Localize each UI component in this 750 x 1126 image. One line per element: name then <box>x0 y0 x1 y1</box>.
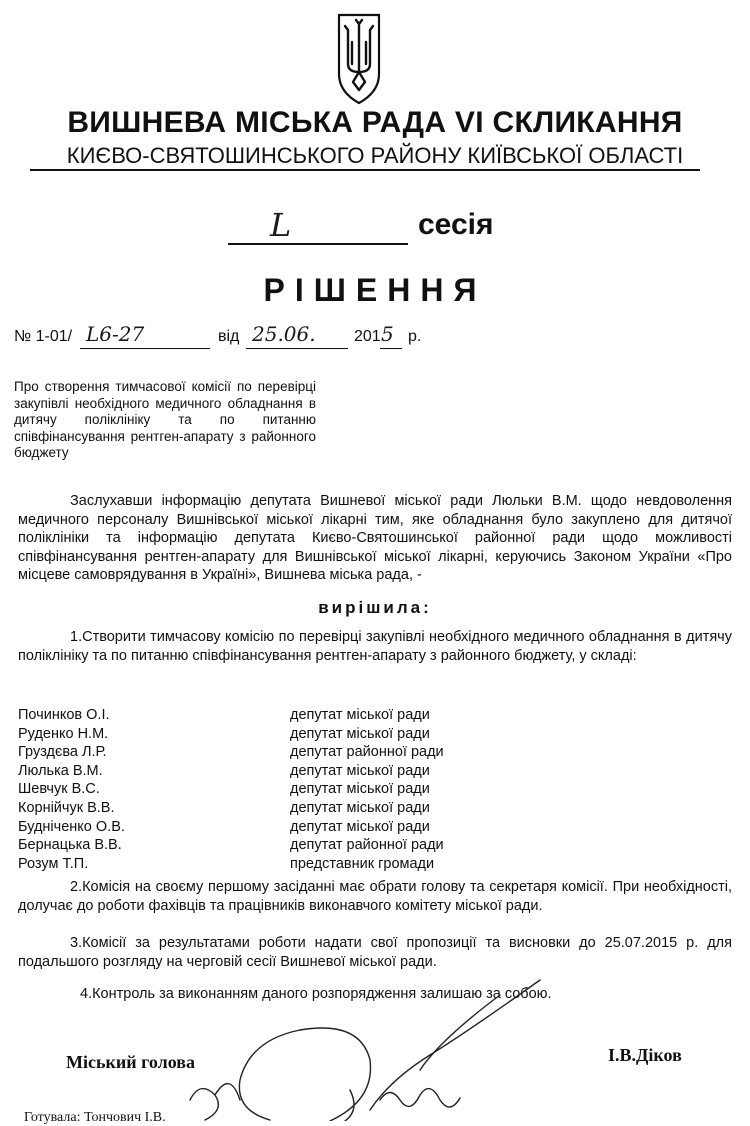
decision-number-handwritten: L6-27 <box>86 322 145 346</box>
decision-number-underline <box>80 348 210 349</box>
item-1-paragraph: 1.Створити тимчасову комісію по перевірці закупівлі необхідного медичного обладнання в дитячу поліклініку та по питанню співфінансування рентген-апарату з районного бюджету, у складі: <box>18 629 732 664</box>
item-4-paragraph: 4.Контроль за виконанням даного розпорядження залишаю за собою. <box>80 986 552 1002</box>
item-3-paragraph: 3.Комісії за результатами роботи надати свої пропозиції та висновки до 25.07.2015 р. для подальшого розгляду на черговій сесії Вишневої міської ради. <box>18 935 732 970</box>
decision-title: РІШЕННЯ <box>263 272 487 308</box>
commission-members-list <box>18 706 718 873</box>
item-2-paragraph: 2.Комісія на своєму першому засіданні має обрати голову та секретаря комісії. При необхідності, долучає до роботи фахівців та працівників виконавчого комітету міської ради. <box>18 879 732 914</box>
member-name: Руденко Н.М. <box>18 725 109 742</box>
member-name: Корнійчук В.В. <box>18 799 115 816</box>
date-from-label: від <box>218 328 240 345</box>
council-subtitle: КИЄВО-СВЯТОШИНСЬКОГО РАЙОНУ КИЇВСЬКОЇ ОБЛАСТІ <box>66 143 684 168</box>
year-digit-underline <box>380 348 402 349</box>
member-name: Шевчук В.С. <box>18 781 100 798</box>
decision-number-prefix: № 1-01/ <box>14 328 73 345</box>
member-name: Груздєва Л.Р. <box>18 744 107 761</box>
year-prefix: 201 <box>354 328 381 345</box>
member-role: депутат районної ради <box>290 744 444 761</box>
mayor-name: І.В.Діков <box>608 1045 682 1065</box>
member-row <box>18 762 718 781</box>
member-role: депутат міської ради <box>290 707 430 723</box>
handwritten-signature-icon <box>0 960 750 1121</box>
member-role: депутат міської ради <box>290 781 430 798</box>
member-row <box>18 780 718 799</box>
member-role: депутат міської ради <box>290 799 430 816</box>
council-title: ВИШНЕВА МІСЬКА РАДА VI СКЛИКАННЯ <box>67 106 683 139</box>
member-role: депутат міської ради <box>290 818 430 835</box>
member-role: представник громади <box>290 855 435 872</box>
member-role: депутат міської ради <box>290 762 430 779</box>
member-row <box>18 725 718 744</box>
member-role: депутат міської ради <box>290 725 430 742</box>
session-number-underline <box>228 243 408 245</box>
member-name: Розум Т.П. <box>18 855 89 872</box>
year-digit-handwritten: 5 <box>381 322 394 346</box>
mayor-title: Міський голова <box>66 1052 195 1072</box>
resolved-heading: вирішила: <box>318 598 432 617</box>
member-name: Люлька В.М. <box>18 762 103 779</box>
member-row <box>18 743 718 762</box>
prepared-by: Готувала: Тончович І.В. <box>24 1110 166 1125</box>
decision-subject: Про створення тимчасової комісії по перевірці закупівлі необхідного медичного обладнання в дитячу поліклініку та по питанню співфінансування рентген-апарату з районного бюджету <box>14 379 316 460</box>
header-divider <box>30 169 700 171</box>
member-name: Будніченко О.В. <box>18 818 125 835</box>
member-role: депутат районної ради <box>290 837 444 854</box>
trident-coat-of-arms-icon <box>336 12 382 106</box>
session-label: сесія <box>418 208 494 241</box>
year-suffix: р. <box>408 328 422 345</box>
member-row <box>18 836 718 855</box>
decision-date-handwritten: 25.06. <box>252 322 316 346</box>
member-row <box>18 799 718 818</box>
session-number-handwritten: L <box>270 206 292 244</box>
member-name: Починков О.І. <box>18 707 110 723</box>
preamble-paragraph: Заслухавши інформацію депутата Вишневої міської ради Люльки В.М. щодо невдоволення медичного персоналу Вишнівської міської лікарні тим, яке обладнання було закуплено для дитячої поліклініки та інформацію депутата Києво-Святошинської районної ради щодо можливості співфінансування рентген-апарату для Вишнівської міської лікарні, керуючись Законом України «Про місцеве самоврядування в Україні», Вишнева міська рада, - <box>18 493 732 583</box>
member-row <box>18 706 718 725</box>
member-name: Бернацька В.В. <box>18 837 122 854</box>
decision-date-underline <box>246 348 348 349</box>
member-row <box>18 855 718 874</box>
member-row <box>18 818 718 837</box>
